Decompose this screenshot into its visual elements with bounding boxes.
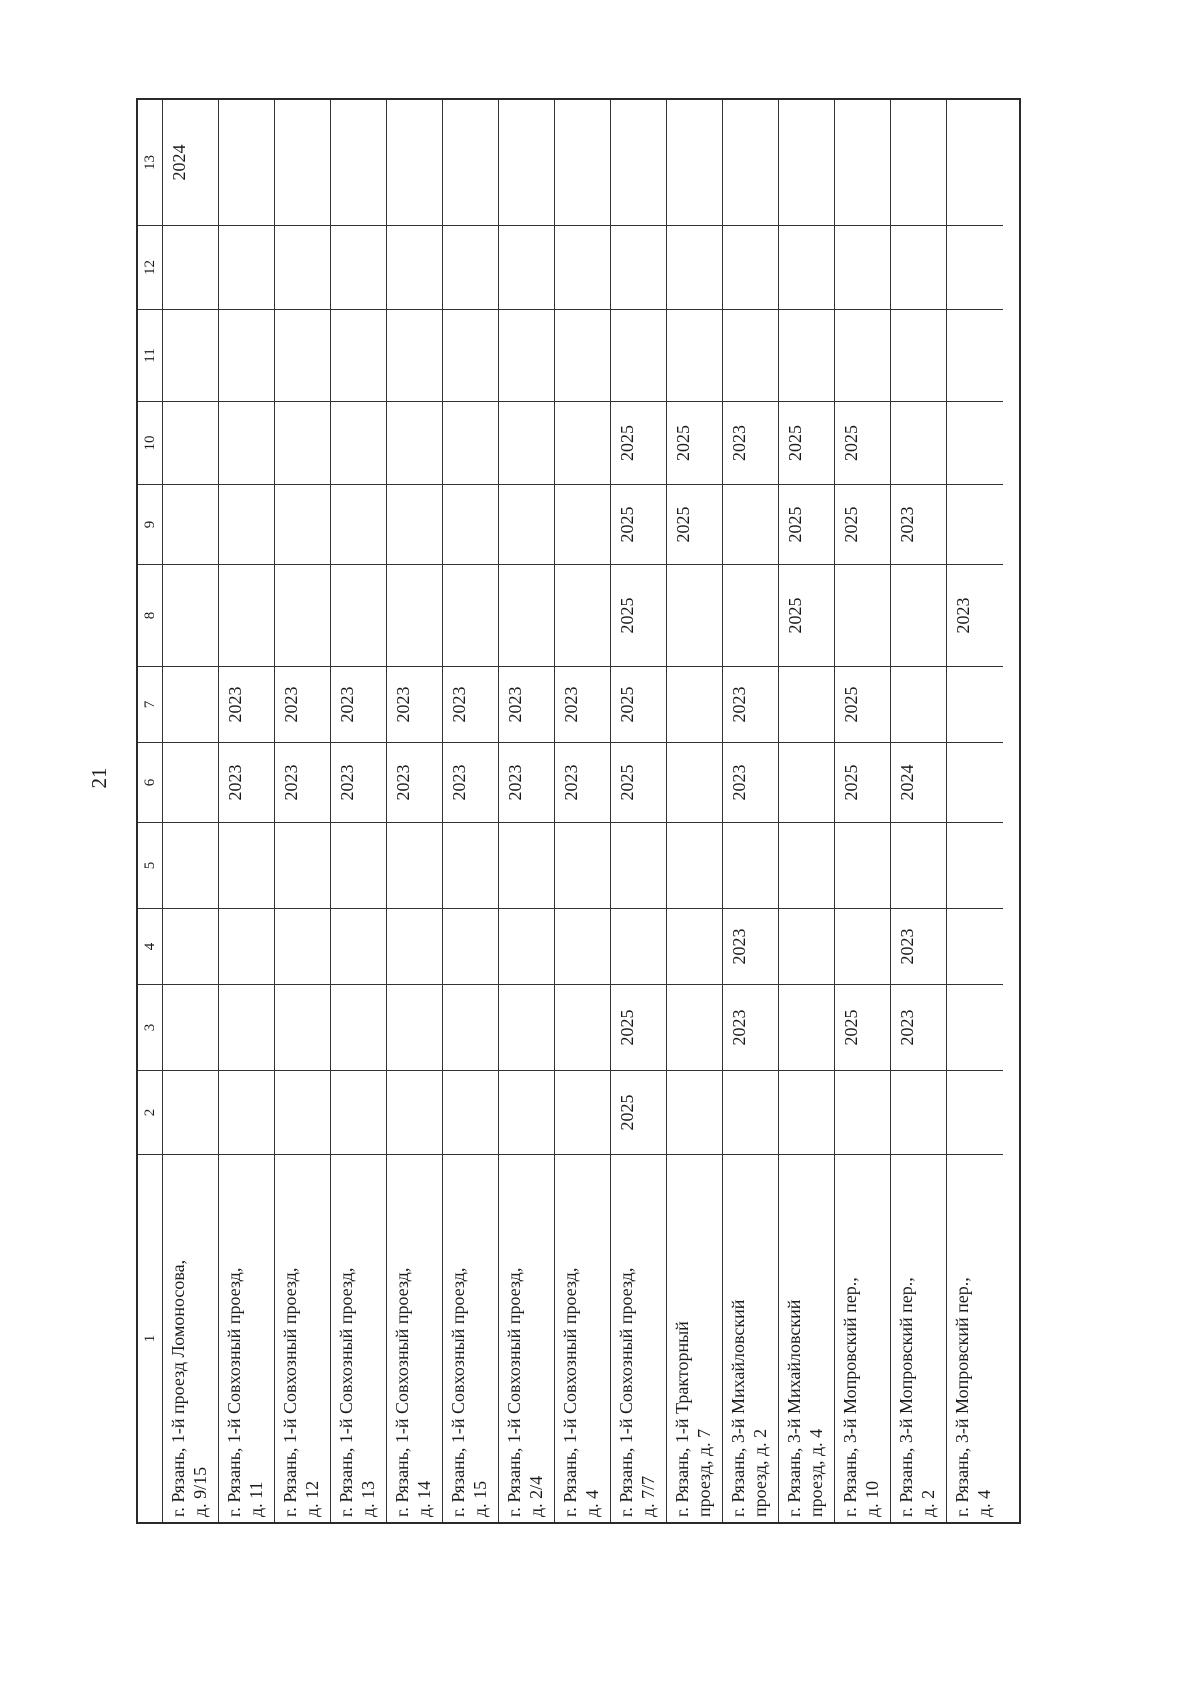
year-cell: [499, 564, 554, 666]
year-cell: [723, 100, 778, 225]
year-cell: [667, 564, 722, 666]
year-cell: [947, 225, 1003, 309]
address-line: проезд, д. 4: [806, 1428, 826, 1517]
year-cell: 2023: [219, 666, 274, 742]
year-cell: [891, 822, 946, 908]
year-cell: 2023: [387, 666, 442, 742]
year-cell: [219, 484, 274, 564]
year-cell: [891, 1070, 946, 1154]
address-line: г. Рязань, 3-й Мопровский пер.,: [840, 1277, 860, 1517]
year-cell: [443, 908, 498, 984]
address-line: д. 4: [974, 1489, 994, 1517]
year-cell: 2023: [723, 908, 778, 984]
year-cell: [219, 822, 274, 908]
year-cell: [667, 100, 722, 225]
table-row: [611, 100, 667, 1522]
address-line: д. 11: [246, 1481, 266, 1517]
year-cell: [891, 666, 946, 742]
column-header-2: 2: [138, 1070, 162, 1154]
year-cell: [275, 1070, 330, 1154]
year-cell: [891, 309, 946, 401]
year-cell: [779, 742, 834, 822]
address-line: д. 4: [582, 1489, 602, 1517]
year-cell: 2023: [723, 742, 778, 822]
year-cell: [947, 309, 1003, 401]
table-row: [723, 100, 779, 1522]
year-cell: [779, 984, 834, 1070]
year-cell: [891, 401, 946, 484]
year-cell: 2025: [667, 401, 722, 484]
address-cell: [499, 1154, 554, 1522]
year-cell: [667, 822, 722, 908]
year-cell: [443, 309, 498, 401]
address-cell: [443, 1154, 498, 1522]
year-cell: [667, 984, 722, 1070]
address-line: г. Рязань, 1-й Совхозный проезд,: [560, 1267, 580, 1517]
year-cell: 2025: [611, 484, 666, 564]
year-cell: [835, 822, 890, 908]
year-cell: 2023: [891, 908, 946, 984]
year-cell: [555, 564, 610, 666]
year-cell: [779, 822, 834, 908]
year-cell: [275, 564, 330, 666]
address-cell: [163, 1154, 218, 1522]
year-cell: 2023: [331, 742, 386, 822]
year-cell: [947, 100, 1003, 225]
year-cell: [499, 1070, 554, 1154]
year-cell: [835, 908, 890, 984]
year-cell: [443, 984, 498, 1070]
address-line: д. 10: [862, 1480, 882, 1517]
year-cell: [331, 1070, 386, 1154]
table-row: [387, 100, 443, 1522]
year-cell: 2025: [779, 564, 834, 666]
table-row: [331, 100, 387, 1522]
year-cell: [163, 666, 218, 742]
year-cell: [331, 100, 386, 225]
year-cell: [499, 484, 554, 564]
column-header-8: 8: [138, 564, 162, 666]
year-cell: [387, 984, 442, 1070]
address-cell: [667, 1154, 722, 1522]
year-cell: [163, 309, 218, 401]
year-cell: 2025: [611, 742, 666, 822]
year-cell: [555, 908, 610, 984]
year-cell: [947, 401, 1003, 484]
address-line: г. Рязань, 1-й проезд Ломоносова,: [168, 1259, 188, 1517]
year-cell: 2023: [891, 484, 946, 564]
column-header-6: 6: [138, 742, 162, 822]
address-line: д. 12: [302, 1480, 322, 1517]
year-cell: [947, 666, 1003, 742]
address-cell: [779, 1154, 834, 1522]
table-header-row: [138, 100, 163, 1522]
year-cell: 2023: [443, 742, 498, 822]
address-line: д. 14: [414, 1480, 434, 1517]
year-cell: [555, 484, 610, 564]
year-cell: [891, 564, 946, 666]
year-cell: [443, 1070, 498, 1154]
year-cell: [387, 484, 442, 564]
address-cell: [331, 1154, 386, 1522]
table-row: [443, 100, 499, 1522]
page-number: 21: [87, 767, 111, 789]
address-line: г. Рязань, 1-й Совхозный проезд,: [336, 1267, 356, 1517]
year-cell: [163, 908, 218, 984]
year-cell: [667, 908, 722, 984]
year-cell: [387, 401, 442, 484]
year-cell: [219, 908, 274, 984]
year-cell: [499, 100, 554, 225]
year-cell: [163, 742, 218, 822]
year-cell: 2023: [275, 742, 330, 822]
table-row: [499, 100, 555, 1522]
year-cell: 2023: [555, 742, 610, 822]
address-line: д. 7/7: [638, 1475, 658, 1517]
address-line: г. Рязань, 1-й Тракторный: [672, 1321, 692, 1517]
year-cell: 2025: [611, 666, 666, 742]
year-cell: [387, 1070, 442, 1154]
address-cell: [555, 1154, 610, 1522]
year-cell: [443, 484, 498, 564]
year-cell: 2025: [611, 401, 666, 484]
table-row: [667, 100, 723, 1522]
column-header-9: 9: [138, 484, 162, 564]
year-cell: [275, 100, 330, 225]
year-cell: [723, 225, 778, 309]
year-cell: [611, 309, 666, 401]
address-line: г. Рязань, 1-й Совхозный проезд,: [448, 1267, 468, 1517]
year-cell: 2025: [611, 564, 666, 666]
address-line: г. Рязань, 1-й Совхозный проезд,: [504, 1267, 524, 1517]
year-cell: [947, 1070, 1003, 1154]
year-cell: [779, 225, 834, 309]
column-header-3: 3: [138, 984, 162, 1070]
year-cell: [667, 666, 722, 742]
year-cell: [779, 309, 834, 401]
year-cell: 2024: [169, 144, 189, 181]
year-cell: [555, 822, 610, 908]
year-cell: 2025: [779, 401, 834, 484]
year-cell: [275, 225, 330, 309]
year-cell: [835, 225, 890, 309]
address-line: г. Рязань, 1-й Совхозный проезд,: [224, 1267, 244, 1517]
table-container: [136, 98, 1021, 1524]
year-cell: [219, 984, 274, 1070]
address-cell: [835, 1154, 890, 1522]
year-cell: 2023: [947, 564, 1003, 666]
year-cell: [331, 401, 386, 484]
year-cell: [835, 309, 890, 401]
year-cell: 2023: [723, 984, 778, 1070]
year-cell: [387, 908, 442, 984]
year-cell: [387, 309, 442, 401]
table-row: [163, 100, 219, 1522]
year-cell: [219, 225, 274, 309]
address-cell: [891, 1154, 946, 1522]
year-cell: 2023: [219, 742, 274, 822]
year-cell: [219, 564, 274, 666]
year-cell: 2023: [331, 666, 386, 742]
year-cell: [163, 401, 218, 484]
year-cell: [555, 100, 610, 225]
year-cell: [779, 1070, 834, 1154]
year-cell: [163, 1070, 218, 1154]
year-cell: 2025: [835, 484, 890, 564]
year-cell: [723, 484, 778, 564]
year-cell: [667, 1070, 722, 1154]
address-line: г. Рязань, 3-й Михайловский: [784, 1299, 804, 1517]
year-cell: 2023: [387, 742, 442, 822]
address-line: г. Рязань, 1-й Совхозный проезд,: [280, 1267, 300, 1517]
year-cell: [835, 1070, 890, 1154]
year-cell: [499, 908, 554, 984]
address-cell: [611, 1154, 666, 1522]
column-header-13: 13: [141, 155, 158, 170]
year-cell: [163, 484, 218, 564]
year-cell: 2024: [891, 742, 946, 822]
year-cell: [443, 225, 498, 309]
year-cell: 2025: [779, 484, 834, 564]
year-cell: [555, 401, 610, 484]
address-line: г. Рязань, 1-й Совхозный проезд,: [392, 1267, 412, 1517]
address-line: д. 15: [470, 1480, 490, 1517]
year-cell: 2023: [443, 666, 498, 742]
year-cell: [611, 908, 666, 984]
address-cell: [387, 1154, 442, 1522]
year-cell: [387, 225, 442, 309]
year-cell: [611, 100, 666, 225]
year-cell: [275, 908, 330, 984]
address-line: г. Рязань, 1-й Совхозный проезд,: [616, 1267, 636, 1517]
column-header-7: 7: [138, 666, 162, 742]
year-cell: [779, 100, 834, 225]
year-cell: [499, 225, 554, 309]
year-cell: [947, 908, 1003, 984]
year-cell: [275, 309, 330, 401]
year-cell: [611, 225, 666, 309]
address-line: д. 13: [358, 1480, 378, 1517]
year-cell: 2025: [611, 1070, 666, 1154]
table-row: [891, 100, 947, 1522]
year-cell: 2023: [499, 666, 554, 742]
year-cell: [723, 564, 778, 666]
address-line: д. 2: [918, 1489, 938, 1517]
address-line: д. 9/15: [190, 1466, 210, 1517]
year-cell: 2025: [611, 984, 666, 1070]
year-cell: [779, 666, 834, 742]
year-cell: [499, 401, 554, 484]
table-row: [779, 100, 835, 1522]
column-header-4: 4: [138, 908, 162, 984]
address-cell: [275, 1154, 330, 1522]
year-cell: [219, 100, 274, 225]
year-cell: [835, 100, 890, 225]
address-cell: [947, 1154, 1003, 1522]
address-line: проезд, д. 2: [750, 1428, 770, 1517]
column-header-11: 11: [138, 309, 162, 401]
address-cell: [723, 1154, 778, 1522]
year-cell: [443, 401, 498, 484]
address-line: проезд, д. 7: [694, 1428, 714, 1517]
year-cell: [499, 309, 554, 401]
year-cell: [723, 1070, 778, 1154]
year-cell: [275, 822, 330, 908]
year-cell: 2025: [835, 742, 890, 822]
table-row: [947, 100, 1003, 1522]
year-cell: [555, 984, 610, 1070]
year-cell: [443, 822, 498, 908]
year-cell: 2023: [275, 666, 330, 742]
year-cell: [667, 742, 722, 822]
column-header-12: 12: [138, 225, 162, 309]
address-line: г. Рязань, 3-й Михайловский: [728, 1299, 748, 1517]
year-cell: [275, 484, 330, 564]
year-cell: [667, 309, 722, 401]
year-cell: 2023: [723, 666, 778, 742]
year-cell: 2025: [835, 984, 890, 1070]
address-line: г. Рязань, 3-й Мопровский пер.,: [896, 1277, 916, 1517]
year-cell: [163, 564, 218, 666]
year-cell: [331, 225, 386, 309]
address-line: д. 2/4: [526, 1475, 546, 1517]
table-row: [555, 100, 611, 1522]
year-cell: [163, 984, 218, 1070]
year-cell: [331, 908, 386, 984]
year-cell: [331, 484, 386, 564]
year-cell: [387, 100, 442, 225]
year-cell: [947, 484, 1003, 564]
year-cell: [723, 309, 778, 401]
year-cell: [779, 908, 834, 984]
year-cell: [443, 100, 498, 225]
year-cell: 2023: [499, 742, 554, 822]
year-cell: [387, 822, 442, 908]
address-cell: [219, 1154, 274, 1522]
year-cell: [219, 401, 274, 484]
year-cell: [275, 984, 330, 1070]
year-cell: [331, 564, 386, 666]
year-cell: [443, 564, 498, 666]
year-cell: [667, 225, 722, 309]
year-cell: [555, 1070, 610, 1154]
year-cell: 2023: [555, 666, 610, 742]
year-cell: [499, 822, 554, 908]
table-row: [219, 100, 275, 1522]
schedule-table: [136, 98, 1021, 1524]
year-cell: [387, 564, 442, 666]
year-cell: [555, 225, 610, 309]
table-row: [835, 100, 891, 1522]
year-cell: 2025: [835, 401, 890, 484]
year-cell: [891, 225, 946, 309]
year-cell: [499, 984, 554, 1070]
year-cell: 2025: [835, 666, 890, 742]
year-cell: [163, 225, 218, 309]
year-cell: [947, 742, 1003, 822]
year-cell: [947, 822, 1003, 908]
year-cell: [331, 309, 386, 401]
year-cell: [219, 1070, 274, 1154]
column-header-10: 10: [138, 401, 162, 484]
year-cell: [331, 984, 386, 1070]
year-cell: [275, 401, 330, 484]
year-cell: 2023: [723, 401, 778, 484]
year-cell: [611, 822, 666, 908]
table-row: [275, 100, 331, 1522]
year-cell: 2025: [667, 484, 722, 564]
column-header-5: 5: [138, 822, 162, 908]
year-cell: [723, 822, 778, 908]
year-cell: [835, 564, 890, 666]
year-cell: [891, 100, 946, 225]
year-cell: [947, 984, 1003, 1070]
year-cell: [163, 822, 218, 908]
column-header-1: 1: [138, 1154, 162, 1522]
year-cell: [219, 309, 274, 401]
year-cell: [555, 309, 610, 401]
year-cell: 2023: [891, 984, 946, 1070]
year-cell: [331, 822, 386, 908]
address-line: г. Рязань, 3-й Мопровский пер.,: [952, 1277, 972, 1517]
